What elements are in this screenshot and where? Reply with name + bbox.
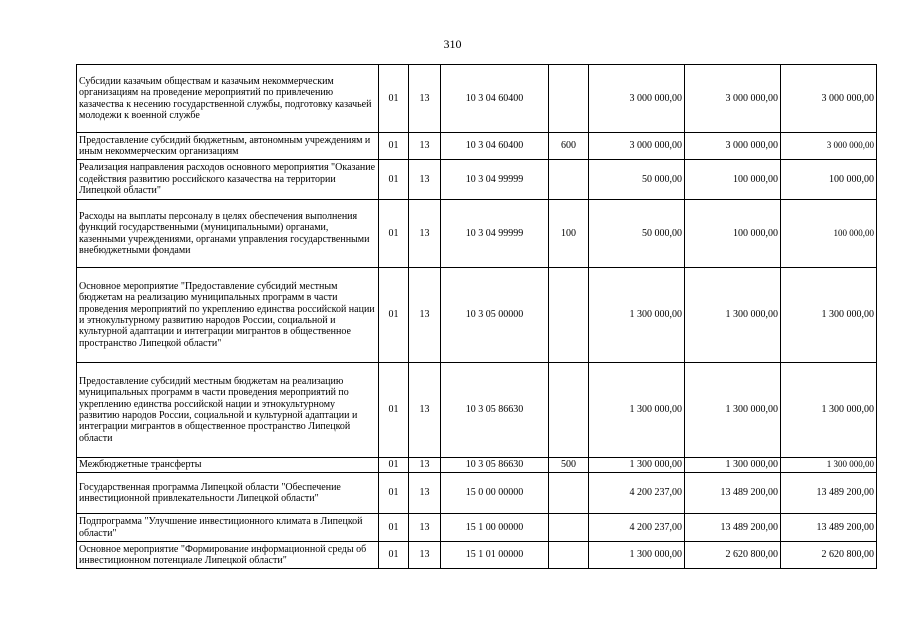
table-row bbox=[77, 200, 877, 268]
subsection-code: 13 bbox=[409, 160, 441, 200]
amount-year-2: 100 000,00 bbox=[685, 160, 781, 200]
expense-type-code bbox=[549, 160, 589, 200]
subsection-code: 13 bbox=[409, 542, 441, 569]
amount-year-1: 1 300 000,00 bbox=[589, 268, 685, 363]
target-article-code: 10 3 04 99999 bbox=[441, 200, 549, 268]
amount-year-2: 1 300 000,00 bbox=[685, 458, 781, 473]
amount-year-3: 2 620 800,00 bbox=[781, 542, 877, 569]
subsection-code: 13 bbox=[409, 268, 441, 363]
target-article-code: 15 0 00 00000 bbox=[441, 473, 549, 514]
amount-year-3: 1 300 000,00 bbox=[781, 268, 877, 363]
target-article-code: 15 1 00 00000 bbox=[441, 514, 549, 542]
row-name: Реализация направления расходов основного мероприятия "Оказание содействия развитию российского казачества на территории Липецкой области" bbox=[77, 160, 379, 200]
table-row bbox=[77, 363, 877, 458]
row-name: Межбюджетные трансферты bbox=[77, 458, 379, 473]
budget-table-body bbox=[77, 65, 877, 569]
amount-year-2: 3 000 000,00 bbox=[685, 65, 781, 133]
amount-year-1: 50 000,00 bbox=[589, 160, 685, 200]
table-row bbox=[77, 458, 877, 473]
target-article-code: 10 3 05 86630 bbox=[441, 458, 549, 473]
amount-year-1: 1 300 000,00 bbox=[589, 458, 685, 473]
amount-year-2: 2 620 800,00 bbox=[685, 542, 781, 569]
budget-table bbox=[76, 64, 877, 569]
page-number: 310 bbox=[443, 37, 462, 51]
table-row bbox=[77, 65, 877, 133]
row-name: Расходы на выплаты персоналу в целях обеспечения выполнения функций государственными (муниципальными) органами, казенными учреждениями, органами управления государственными внебюджетными фондами bbox=[77, 200, 379, 268]
target-article-code: 10 3 04 99999 bbox=[441, 160, 549, 200]
amount-year-2: 3 000 000,00 bbox=[685, 133, 781, 160]
target-article-code: 10 3 04 60400 bbox=[441, 133, 549, 160]
amount-year-3: 1 300 000,00 bbox=[781, 363, 877, 458]
amount-year-3: 13 489 200,00 bbox=[781, 473, 877, 514]
amount-year-2: 100 000,00 bbox=[685, 200, 781, 268]
section-code: 01 bbox=[379, 160, 409, 200]
row-name: Субсидии казачьим обществам и казачьим некоммерческим организациям на проведение мероприятий по привлечению казачества к несению государственной службы, подготовку казачьей молодежи к военной службе bbox=[77, 65, 379, 133]
amount-year-1: 3 000 000,00 bbox=[589, 133, 685, 160]
subsection-code: 13 bbox=[409, 514, 441, 542]
amount-year-3: 1 300 000,00 bbox=[781, 458, 877, 473]
expense-type-code bbox=[549, 363, 589, 458]
table-row bbox=[77, 473, 877, 514]
target-article-code: 10 3 05 86630 bbox=[441, 363, 549, 458]
row-name: Предоставление субсидий бюджетным, автономным учреждениям и иным некоммерческим организациям bbox=[77, 133, 379, 160]
amount-year-3: 13 489 200,00 bbox=[781, 514, 877, 542]
expense-type-code bbox=[549, 268, 589, 363]
table-row bbox=[77, 268, 877, 363]
table-row bbox=[77, 133, 877, 160]
row-name: Государственная программа Липецкой области "Обеспечение инвестиционной привлекательности Липецкой области" bbox=[77, 473, 379, 514]
row-name: Основное мероприятие "Формирование информационной среды об инвестиционном потенциале Липецкой области" bbox=[77, 542, 379, 569]
amount-year-3: 3 000 000,00 bbox=[781, 133, 877, 160]
section-code: 01 bbox=[379, 133, 409, 160]
amount-year-3: 3 000 000,00 bbox=[781, 65, 877, 133]
section-code: 01 bbox=[379, 473, 409, 514]
amount-year-2: 13 489 200,00 bbox=[685, 473, 781, 514]
table-row bbox=[77, 160, 877, 200]
amount-year-3: 100 000,00 bbox=[781, 200, 877, 268]
row-name: Предоставление субсидий местным бюджетам на реализацию муниципальных программ в части проведения мероприятий по укреплению единства российской нации и этнокультурному развитию народов России, социальной и культурной адаптации и интеграции мигрантов в общественное пространство Липецкой области bbox=[77, 363, 379, 458]
target-article-code: 15 1 01 00000 bbox=[441, 542, 549, 569]
table-row bbox=[77, 514, 877, 542]
row-name: Основное мероприятие "Предоставление субсидий местным бюджетам на реализацию муниципальных программ в части проведения мероприятий по укреплению единства российской нации и этнокультурному развитию народов России, социальной и культурной адаптации и интеграции мигрантов в общественное пространство Липецкой области" bbox=[77, 268, 379, 363]
amount-year-1: 1 300 000,00 bbox=[589, 363, 685, 458]
row-name: Подпрограмма "Улучшение инвестиционного климата в Липецкой области" bbox=[77, 514, 379, 542]
target-article-code: 10 3 05 00000 bbox=[441, 268, 549, 363]
expense-type-code bbox=[549, 65, 589, 133]
expense-type-code bbox=[549, 542, 589, 569]
target-article-code: 10 3 04 60400 bbox=[441, 65, 549, 133]
expense-type-code: 100 bbox=[549, 200, 589, 268]
subsection-code: 13 bbox=[409, 458, 441, 473]
amount-year-1: 4 200 237,00 bbox=[589, 514, 685, 542]
expense-type-code: 500 bbox=[549, 458, 589, 473]
section-code: 01 bbox=[379, 542, 409, 569]
section-code: 01 bbox=[379, 514, 409, 542]
amount-year-1: 4 200 237,00 bbox=[589, 473, 685, 514]
amount-year-2: 1 300 000,00 bbox=[685, 363, 781, 458]
section-code: 01 bbox=[379, 268, 409, 363]
expense-type-code bbox=[549, 514, 589, 542]
section-code: 01 bbox=[379, 65, 409, 133]
subsection-code: 13 bbox=[409, 363, 441, 458]
amount-year-3: 100 000,00 bbox=[781, 160, 877, 200]
expense-type-code: 600 bbox=[549, 133, 589, 160]
section-code: 01 bbox=[379, 363, 409, 458]
expense-type-code bbox=[549, 473, 589, 514]
table-row bbox=[77, 542, 877, 569]
amount-year-2: 13 489 200,00 bbox=[685, 514, 781, 542]
amount-year-2: 1 300 000,00 bbox=[685, 268, 781, 363]
amount-year-1: 1 300 000,00 bbox=[589, 542, 685, 569]
amount-year-1: 50 000,00 bbox=[589, 200, 685, 268]
subsection-code: 13 bbox=[409, 473, 441, 514]
section-code: 01 bbox=[379, 200, 409, 268]
subsection-code: 13 bbox=[409, 133, 441, 160]
amount-year-1: 3 000 000,00 bbox=[589, 65, 685, 133]
subsection-code: 13 bbox=[409, 200, 441, 268]
subsection-code: 13 bbox=[409, 65, 441, 133]
section-code: 01 bbox=[379, 458, 409, 473]
